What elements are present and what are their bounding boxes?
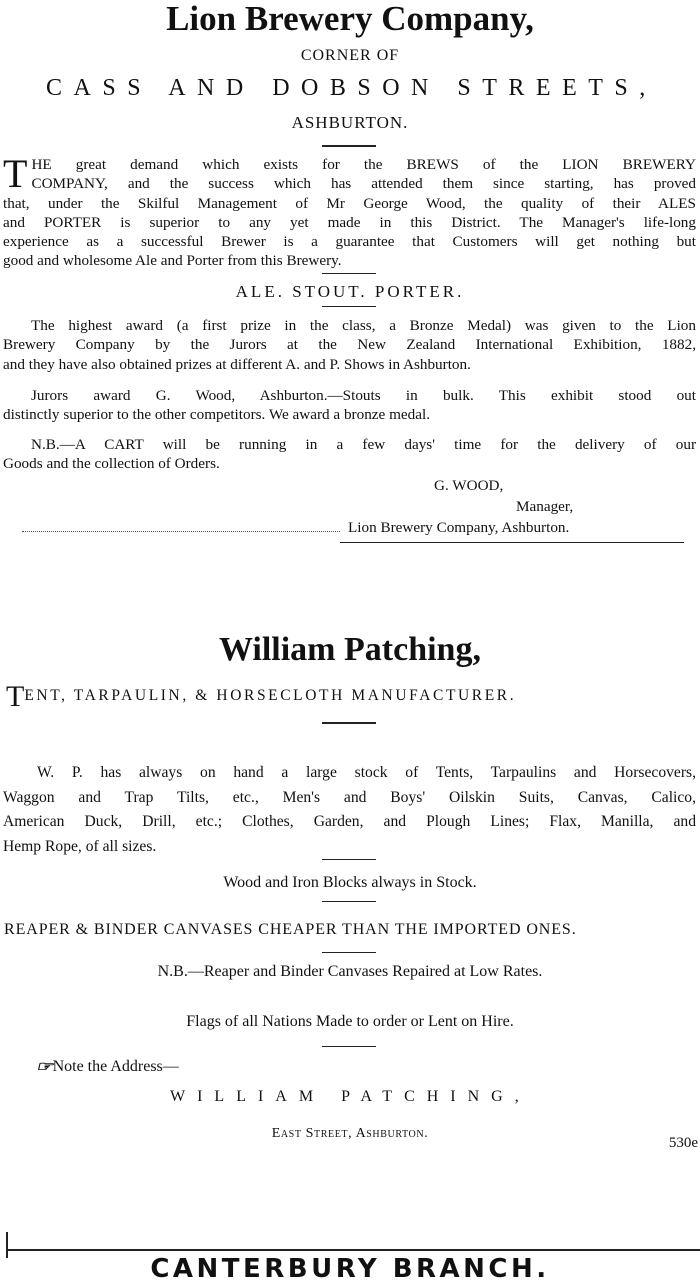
brewery-divider-1 xyxy=(322,145,376,147)
brewery-nb-line: N.B.—A CART will be running in a few days' time for the delivery of our xyxy=(31,436,696,453)
brewery-nb xyxy=(3,435,696,474)
brewery-products: ALE. STOUT. PORTER. xyxy=(235,282,465,301)
patching-address: East Street, Ashburton. xyxy=(271,1126,429,1141)
brewery-award xyxy=(3,316,696,374)
brewery-signature-company: Lion Brewery Company, Ashburton. xyxy=(348,519,570,536)
brewery-jurors-line: distinctly superior to the other competitors. We award a bronze medal. xyxy=(3,406,430,424)
brewery-divider-3 xyxy=(322,306,376,307)
patching-note-text: Note the Address— xyxy=(52,1058,179,1075)
patching-blocks: Wood and Iron Blocks always in Stock. xyxy=(223,874,477,891)
brewery-intro-line: good and wholesome Ale and Porter from this Brewery. xyxy=(3,252,342,270)
patching-stock xyxy=(3,761,696,859)
brewery-intro-dropcap: T xyxy=(3,151,28,196)
brewery-intro-line: that, under the Skilful Management of Mr George Wood, the quality of their ALES xyxy=(3,194,696,212)
brewery-award-line: The highest award (a first prize in the class, a Bronze Medal) was given to the Lion xyxy=(31,317,696,334)
brewery-jurors-line: Jurors award G. Wood, Ashburton.—Stouts in bulk. This exhibit stood out xyxy=(31,387,696,404)
patching-divider-1 xyxy=(322,722,376,724)
brewery-title: Lion Brewery Company, xyxy=(166,0,534,38)
brewery-intro-line: COMPANY, and the success which has attended them since starting, has proved xyxy=(31,175,696,193)
patching-trade-text: ENT, TARPAULIN, & HORSECLOTH MANUFACTURER. xyxy=(24,687,517,704)
patching-divider-3 xyxy=(322,901,376,902)
patching-repair: N.B.—Reaper and Binder Canvases Repaired at Low Rates. xyxy=(157,963,543,980)
brewery-intro-line: experience as a successful Brewer is a guarantee that Customers will get nothing but xyxy=(3,233,696,251)
brewery-dashed-rule xyxy=(22,531,340,532)
patching-divider-2 xyxy=(322,859,376,860)
patching-note xyxy=(35,1057,179,1078)
footer-branch: CANTERBURY BRANCH. xyxy=(150,1254,550,1284)
brewery-signature-role: Manager, xyxy=(516,498,574,515)
patching-title: William Patching, xyxy=(219,631,481,668)
patching-trade-dropcap: T xyxy=(6,680,25,713)
brewery-bottom-rule xyxy=(340,542,684,543)
brewery-signature-name: G. WOOD, xyxy=(434,477,504,494)
patching-divider-4 xyxy=(322,952,376,953)
patching-name-spaced: WILLIAM PATCHING, xyxy=(170,1088,531,1105)
patching-trade xyxy=(6,682,696,712)
patching-ad-code: 530e xyxy=(668,1135,698,1151)
patching-canvases: REAPER & BINDER CANVASES CHEAPER THAN THE IMPORTED ONES. xyxy=(4,921,577,938)
brewery-intro xyxy=(3,151,696,271)
brewery-nb-line: Goods and the collection of Orders. xyxy=(3,455,220,473)
patching-stock-line: Hemp Rope, of all sizes. xyxy=(3,837,157,855)
footer-top-rule xyxy=(8,1249,700,1251)
brewery-intro-line: HE great demand which exists for the BREWS of the LION BREWERY xyxy=(31,156,696,173)
brewery-streets: CASS AND DOBSON STREETS, xyxy=(46,75,657,101)
pointing-hand-icon: ☞ xyxy=(35,1060,54,1075)
brewery-jurors xyxy=(3,386,696,425)
patching-stock-line: American Duck, Drill, etc.; Clothes, Garden, and Plough Lines; Flax, Manilla, and xyxy=(3,813,696,830)
brewery-award-line: and they have also obtained prizes at different A. and P. Shows in Ashburton. xyxy=(3,355,471,373)
patching-flags: Flags of all Nations Made to order or Lent on Hire. xyxy=(186,1013,514,1030)
brewery-divider-2 xyxy=(322,273,376,274)
patching-stock-line: W. P. has always on hand a large stock of Tents, Tarpaulins and Horsecovers, xyxy=(37,764,696,781)
patching-divider-5 xyxy=(322,1046,376,1047)
patching-stock-line: Waggon and Trap Tilts, etc., Men's and Boys' Oilskin Suits, Canvas, Calico, xyxy=(3,788,696,806)
brewery-town: ASHBURTON. xyxy=(291,113,409,132)
brewery-award-line: Brewery Company by the Jurors at the New Zealand International Exhibition, 1882, xyxy=(3,336,696,354)
brewery-corner-of: CORNER OF xyxy=(300,47,400,64)
brewery-intro-line: and PORTER is superior to any yet made in this District. The Manager's life-long xyxy=(3,213,696,231)
